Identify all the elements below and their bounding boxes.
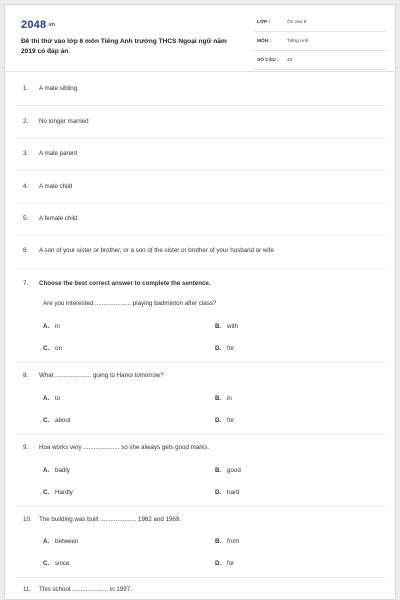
question-4: [23, 183, 72, 190]
option-d[interactable]: [215, 489, 239, 496]
question-number: 4.: [23, 183, 29, 190]
divider: [17, 138, 385, 139]
option-letter: B.: [215, 323, 222, 330]
option-text: for: [227, 560, 235, 567]
question-8: [23, 372, 164, 379]
option-a[interactable]: [43, 395, 60, 402]
option-letter: B.: [215, 538, 222, 545]
option-letter: D.: [215, 560, 222, 567]
option-text: to: [55, 395, 61, 402]
question-number: 5.: [23, 215, 29, 222]
option-letter: D.: [215, 417, 222, 424]
option-b[interactable]: [215, 395, 232, 402]
option-a[interactable]: [43, 467, 70, 474]
divider: [17, 170, 385, 171]
question-number: 8.: [23, 372, 29, 379]
question-text: What ..................... going to Hanoi tomorrow?: [39, 372, 164, 379]
question-text: The building was built ..................... 1962 and 1969.: [39, 516, 182, 523]
question-text: This school ..................... in 1997.: [39, 586, 132, 593]
meta-row-subject: [253, 36, 387, 51]
question-7: [23, 280, 211, 287]
option-a[interactable]: [43, 323, 60, 330]
question-number: 2.: [23, 118, 29, 125]
meta-row-count: [253, 55, 387, 70]
document-title: Đề thi thử vào lớp 6 môn Tiếng Anh trường THCS Ngoại ngữ năm 2019 có đáp án: [21, 38, 227, 55]
document-header: [5, 5, 395, 72]
question-2: [23, 118, 89, 125]
question-text: Hoa works very ..................... so she always gets good marks.: [39, 444, 210, 451]
option-letter: C.: [43, 417, 50, 424]
option-d[interactable]: [215, 345, 234, 352]
meta-label-class: LỚP :: [257, 20, 271, 25]
option-b[interactable]: [215, 467, 241, 474]
question-3: [23, 150, 77, 157]
divider: [17, 434, 385, 435]
divider: [17, 203, 385, 204]
meta-label-subject: MÔN :: [257, 39, 272, 44]
option-text: good: [227, 467, 241, 474]
question-6: [23, 247, 274, 254]
option-letter: C.: [43, 489, 50, 496]
meta-label-count: SỐ CÂU :: [257, 58, 279, 63]
divider: [17, 235, 385, 236]
question-5: [23, 215, 78, 222]
divider: [17, 362, 385, 363]
option-text: hard: [227, 489, 240, 496]
question-text: A male child: [39, 183, 73, 190]
question-1: [23, 85, 77, 92]
option-letter: A.: [43, 323, 50, 330]
divider: [17, 268, 385, 269]
option-text: badly: [55, 467, 70, 474]
option-b[interactable]: [215, 538, 239, 545]
question-number: 9.: [23, 444, 29, 451]
question-number: 7.: [23, 280, 29, 287]
option-d[interactable]: [215, 560, 234, 567]
option-letter: D.: [215, 489, 222, 496]
divider: [17, 577, 385, 578]
question-number: 6.: [23, 247, 29, 254]
option-c[interactable]: [43, 345, 62, 352]
option-a[interactable]: [43, 538, 78, 545]
option-letter: C.: [43, 345, 50, 352]
option-text: with: [227, 323, 239, 330]
question-text: A female child: [39, 215, 78, 222]
option-text: for: [227, 417, 235, 424]
option-text: from: [227, 538, 240, 545]
option-letter: A.: [43, 538, 50, 545]
option-text: about: [55, 417, 71, 424]
option-letter: B.: [215, 467, 222, 474]
option-c[interactable]: [43, 489, 73, 496]
option-letter: A.: [43, 395, 50, 402]
meta-row-class: [253, 17, 387, 32]
logo-suffix: .vn: [47, 22, 56, 29]
question-text: A male sibling: [39, 85, 78, 92]
divider: [17, 506, 385, 507]
option-letter: B.: [215, 395, 222, 402]
question-9: [23, 444, 209, 451]
option-text: since: [55, 560, 70, 567]
question-10: [23, 516, 181, 523]
meta-value-subject: Tiếng Anh: [287, 39, 309, 44]
question-instruction: Choose the best correct answer to complete the sentence.: [39, 280, 211, 287]
question-text: No longer married: [39, 118, 89, 125]
site-logo[interactable]: [21, 19, 55, 31]
question-sentence: Are you interested ..................... playing badminton after class?: [43, 300, 217, 307]
question-number: 3.: [23, 150, 29, 157]
option-b[interactable]: [215, 323, 238, 330]
option-c[interactable]: [43, 560, 69, 567]
option-text: on: [55, 345, 62, 352]
logo-main: 2048: [21, 19, 47, 31]
question-text: A male parent: [39, 150, 78, 157]
option-letter: C.: [43, 560, 50, 567]
meta-value-count: 40: [287, 58, 293, 63]
divider: [17, 105, 385, 106]
option-d[interactable]: [215, 417, 234, 424]
option-c[interactable]: [43, 417, 70, 424]
question-11: [23, 586, 132, 593]
option-text: between: [55, 538, 79, 545]
question-text: A son of your sister or brother, or a son of the sister or brother of your husband or wife: [39, 247, 274, 254]
option-letter: A.: [43, 467, 50, 474]
document-page: [4, 4, 396, 600]
question-number: 10.: [23, 516, 32, 523]
option-text: for: [227, 345, 235, 352]
question-number: 1.: [23, 85, 29, 92]
option-text: in: [227, 395, 232, 402]
question-number: 11.: [23, 586, 32, 593]
option-letter: D.: [215, 345, 222, 352]
option-text: in: [55, 323, 60, 330]
document-meta: [253, 17, 387, 74]
option-text: Hardly: [55, 489, 73, 496]
meta-value-class: Ôn vào 6: [287, 20, 307, 25]
